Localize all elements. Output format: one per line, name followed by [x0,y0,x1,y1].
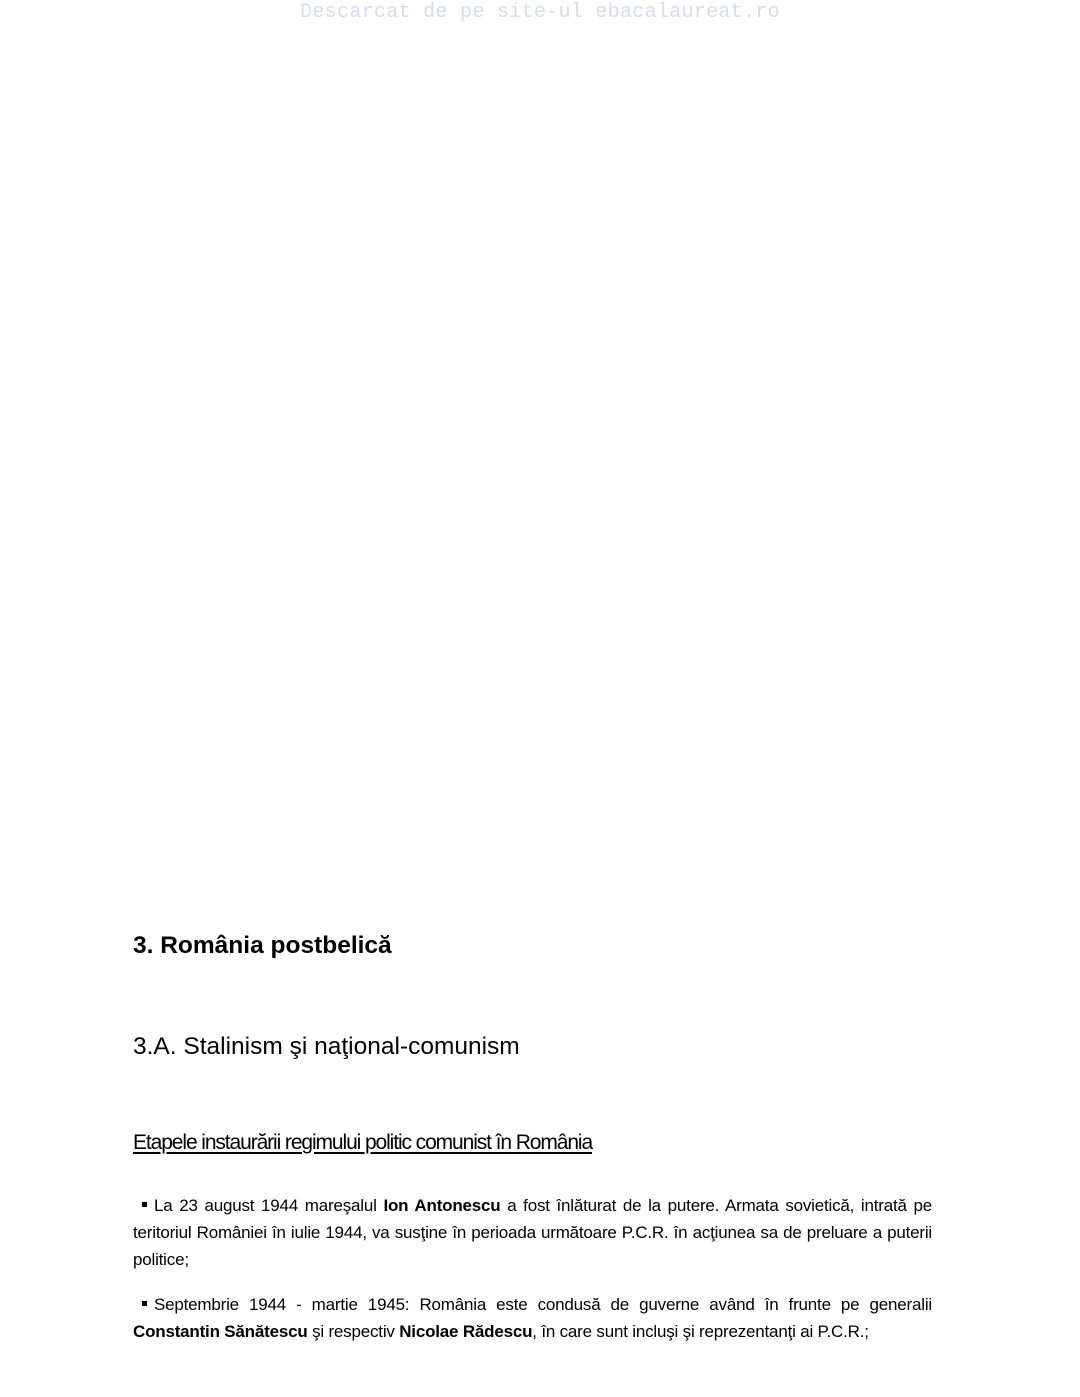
person-constantin-sanatescu: Constantin Sănătescu [133,1322,308,1341]
paragraph-2-text-a: Septembrie 1944 - martie 1945: România este condusă de guverne având în frunte pe generalii [154,1295,932,1314]
paragraph-1 [133,1192,932,1273]
paragraph-2 [133,1291,932,1345]
topic-title: Etapele instaurării regimului politic comunist în România [133,1131,593,1154]
watermark: Descarcat de pe site-ul ebacalaureat.ro [300,1,780,24]
paragraph-2-text-b: şi respectiv [307,1322,400,1341]
paragraph-1-text-a: La 23 august 1944 mareşalul [154,1196,384,1215]
paragraph-1-text-b: a fost înlăturat de la putere. Armata sovietică, intrată pe teritoriul României în iulie 1944, va susţine în perioada următoare P.C.R. în acţiunea sa de preluare a puterii politice; [133,1196,932,1269]
person-ion-antonescu: Ion Antonescu [383,1196,501,1215]
square-bullet-icon [142,1202,147,1207]
person-nicolae-radescu: Nicolae Rădescu [399,1322,533,1341]
subsection-title: 3.A. Stalinism şi naţional-comunism [133,1033,520,1060]
square-bullet-icon [142,1301,147,1306]
section-title: 3. România postbelică [133,932,392,959]
paragraph-2-text-c: , în care sunt incluşi şi reprezentanţi ai P.C.R.; [532,1322,869,1341]
